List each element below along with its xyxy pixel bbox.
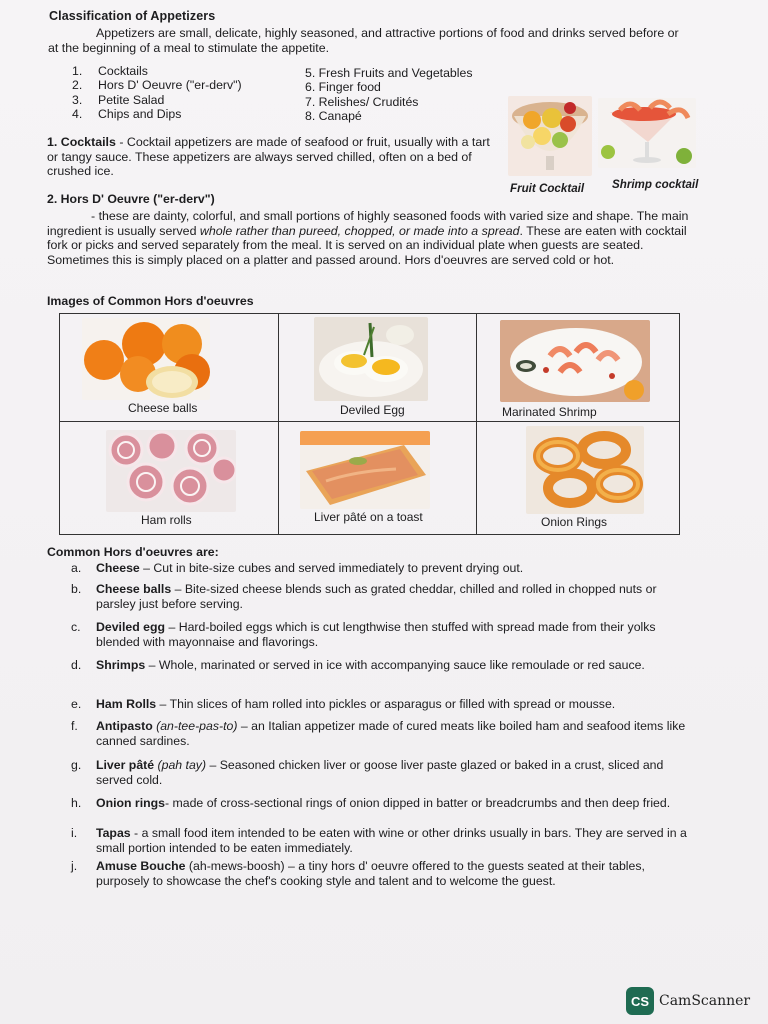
classification-list-right: [305, 66, 505, 124]
grid-caption-deviled-egg: Deviled Egg: [340, 403, 405, 417]
camscanner-watermark: [626, 987, 750, 1015]
onion-rings-photo: [526, 426, 644, 514]
cocktails-paragraph: 1. Cocktails - Cocktail appetizers are made of seafood or fruit, usually with a tart or tangy sauce. These appetizers are always served chilled, often on a bed of crushed ice.: [47, 135, 490, 179]
grid-caption-ham-rolls: Ham rolls: [141, 513, 192, 527]
cheese-balls-photo: [82, 318, 210, 400]
common-heading: Common Hors d'oeuvres are:: [47, 545, 219, 559]
grid-caption-marinated-shrimp: Marinated Shrimp: [502, 405, 597, 419]
ham-rolls-photo: [106, 430, 236, 512]
hors-doeuvre-heading: 2. Hors D' Oeuvre ("er-derv"): [47, 192, 215, 206]
grid-caption-cheese-balls: Cheese balls: [128, 401, 198, 415]
camscanner-name: CamScanner: [659, 993, 751, 1009]
grid-caption-onion-rings: Onion Rings: [541, 515, 608, 529]
intro-paragraph: Appetizers are small, delicate, highly seasoned, and attractive portions of food and drinks served before or at the beginning of a meal to stimulate the appetite.: [48, 26, 679, 55]
list-item: e. Ham Rolls – Thin slices of ham rolled into pickles or asparagus or filled with spread or mousse.: [71, 697, 616, 711]
hors-doeuvre-image-grid: [59, 313, 680, 535]
list-item: a. Cheese – Cut in bite-size cubes and served immediately to prevent drying out.: [71, 561, 524, 575]
list-item: j. Amuse Bouche (ah-mews-boosh) – a tiny hors d' oeuvre offered to the guests seated at their tables, purposely to showcase the chef's cooking style and talent and to welcome the guest.: [71, 859, 645, 888]
classification-list-left: [72, 64, 302, 122]
shrimp-cocktail-caption: Shrimp cocktail: [612, 178, 699, 191]
list-item: 5. Fresh Fruits and Vegetables: [305, 66, 473, 80]
list-item: d. Shrimps – Whole, marinated or served in ice with accompanying sauce like remoulade or red sauce.: [71, 658, 645, 672]
hors-doeuvre-paragraph: - these are dainty, colorful, and small portions of highly seasoned foods with varied size and shape. The main ingredient is usually served whole rather than pureed, chopped, or made into a spread. These are eaten with cocktail fork or picks and served separately from the meal. It is served on an individual plate when guests are seated. Sometimes this is simply placed on a platter and passed around. Hors d'oeuvres are served cold or hot.: [47, 209, 689, 267]
list-item: f. Antipasto (an-tee-pas-to) – an Italian appetizer made of cured meats like boiled ham and seafood items like canned sardines.: [71, 719, 686, 748]
marinated-shrimp-photo: [500, 320, 650, 402]
list-item: i. Tapas - a small food item intended to be eaten with wine or other drinks usually in bars. They are served in a small portion intended to be eaten immediately.: [71, 826, 687, 855]
list-item: 2. Hors D' Oeuvre ("er-derv"): [72, 78, 242, 93]
list-item: 6. Finger food: [305, 80, 381, 95]
cocktails-heading: 1. Cocktails: [47, 135, 116, 149]
list-item: 1. Cocktails: [72, 64, 148, 78]
images-heading: Images of Common Hors d'oeuvres: [47, 294, 254, 308]
fruit-cocktail-photo: [508, 96, 592, 176]
camscanner-logo-icon: CS: [626, 987, 654, 1015]
list-item: 8. Canapé: [305, 109, 362, 124]
page-title: Classification of Appetizers: [49, 9, 216, 23]
list-item: g. Liver pâté (pah tay) – Seasoned chicken liver or goose liver paste glazed or baked in a crust, sliced and served cold.: [71, 758, 664, 787]
list-item: 4. Chips and Dips: [72, 107, 182, 122]
list-item: h. Onion rings- made of cross-sectional rings of onion dipped in batter or breadcrumbs and then deep fried.: [71, 796, 671, 810]
list-item: c. Deviled egg – Hard-boiled eggs which is cut lengthwise then stuffed with spread made from their yolks blended with mayonnaise and flavorings.: [71, 620, 656, 649]
grid-caption-liver-pate: Liver pâté on a toast: [314, 510, 423, 524]
liver-pate-photo: [300, 431, 430, 509]
list-item: 7. Relishes/ Crudités: [305, 94, 419, 109]
fruit-cocktail-caption: Fruit Cocktail: [510, 182, 585, 195]
deviled-egg-photo: [314, 317, 428, 401]
list-item: 3. Petite Salad: [72, 92, 165, 107]
list-item: b. Cheese balls – Bite-sized cheese blends such as grated cheddar, chilled and rolled in chopped nuts or parsley just before serving.: [71, 582, 657, 611]
shrimp-cocktail-photo: [598, 98, 696, 168]
